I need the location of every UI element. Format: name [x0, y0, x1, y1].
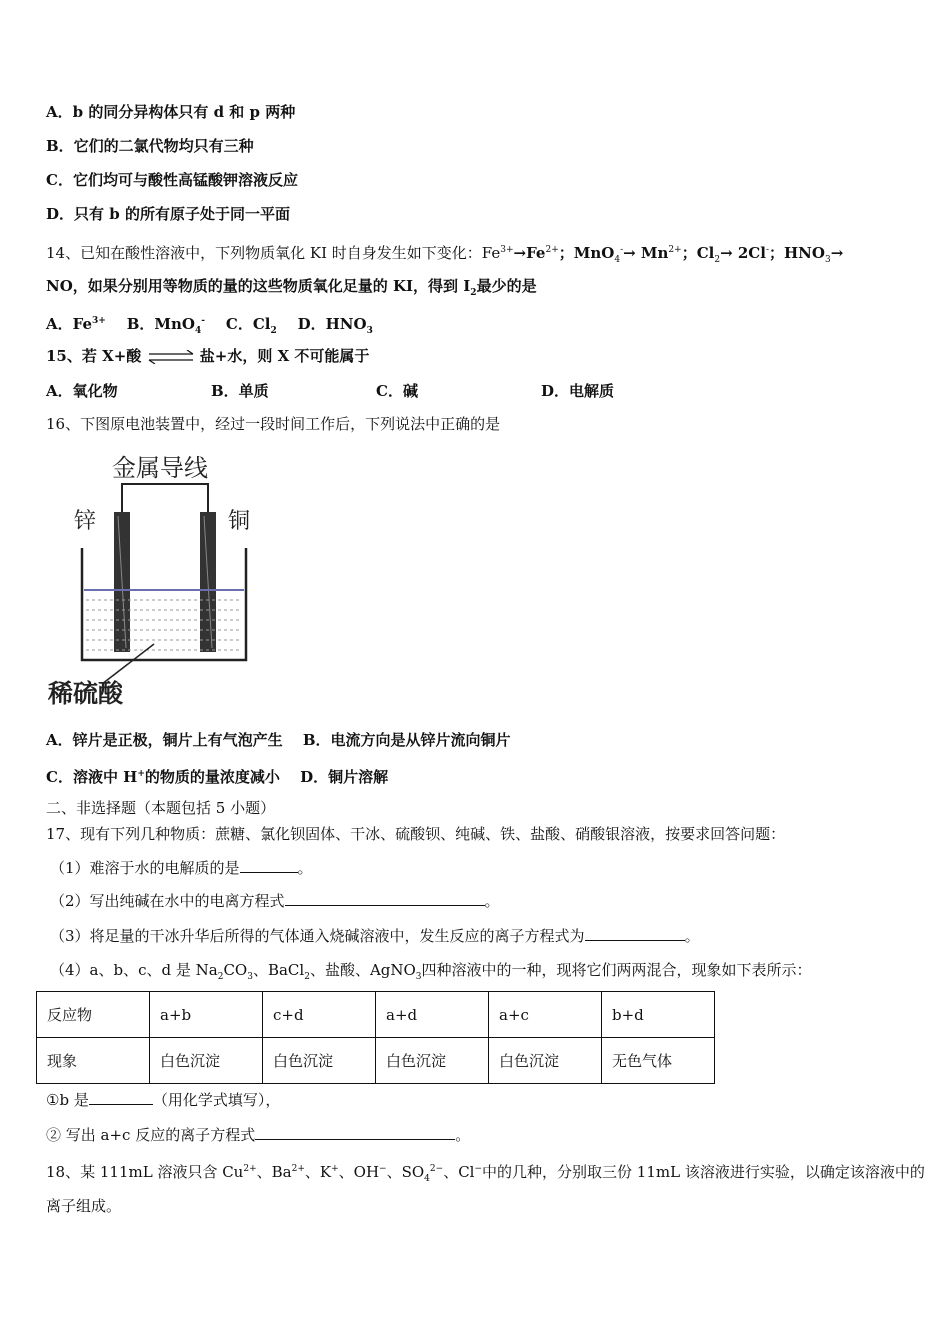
q17-part1: （1）难溶于水的电解质的是 。	[50, 859, 313, 877]
solution-hatching	[86, 600, 242, 650]
table-cell: b+d	[602, 992, 715, 1038]
sulfuric-acid-label: 稀硫酸	[48, 679, 124, 708]
table-cell: a+c	[489, 992, 602, 1038]
table-cell: 白色沉淀	[489, 1038, 602, 1084]
section-heading: 二、非选择题（本题包括 5 小题）	[46, 799, 276, 817]
q15-option-c: C．碱	[376, 382, 418, 400]
q14-stem-line1: 14、已知在酸性溶液中，下列物质氧化 KI 时自身发生如下变化：$Fe^{3+}\to Fe^{2+}$；$MnO_4^-\to Mn^{2+}$；$Cl_2\to 2Cl^-$；$HNO_3\to$	[46, 244, 844, 265]
answer-blank[interactable]	[285, 891, 485, 906]
q16-options-ab: A．锌片是正极，铜片上有气泡产生 B．电流方向是从锌片流向铜片	[46, 731, 511, 749]
q15-option-b: B．单质	[211, 382, 269, 400]
q13-option-a: A．b 的同分异构体只有 d 和 p 两种	[46, 103, 296, 121]
answer-blank[interactable]	[240, 858, 298, 873]
table-cell: 白色沉淀	[376, 1038, 489, 1084]
q13-option-b: B．它们的二氯代物均只有三种	[46, 137, 254, 155]
table-row	[37, 992, 715, 1038]
table-cell: 无色气体	[602, 1038, 715, 1084]
q16-stem: 16、下图原电池装置中，经过一段时间工作后，下列说法中正确的是	[46, 415, 501, 433]
table-cell: 反应物	[37, 992, 150, 1038]
wire-label: 金属导线	[112, 454, 208, 482]
beaker	[82, 548, 246, 660]
answer-blank[interactable]	[89, 1090, 153, 1105]
q15-stem: 15、若 X+酸 盐+水，则 X 不可能属于	[46, 347, 370, 365]
answer-blank[interactable]	[585, 926, 685, 941]
q13-option-c: C．它们均可与酸性高锰酸钾溶液反应	[46, 171, 298, 189]
q18-stem-line1: 18、某 111mL 溶液只含 $Cu^{2+}$、$Ba^{2+}$、K+、OH−、$SO_4^{2-}$、Cl−中的几种，分别取三份 11mL 该溶液进行实验，以确定该溶液中的	[46, 1163, 925, 1184]
answer-blank[interactable]	[255, 1125, 455, 1140]
zinc-label: 锌	[74, 509, 97, 534]
q15-option-a: A．氧化物	[46, 382, 118, 400]
q13-option-d: D．只有 b 的所有原子处于同一平面	[46, 205, 290, 223]
q17-part2: （2）写出纯碱在水中的电离方程式 。	[50, 892, 500, 910]
copper-label: 铜	[228, 509, 251, 534]
q14-options: A．$Fe^{3+}$ B．MnO$_4$- C．$Cl_2$ D．$HNO_3$	[46, 315, 373, 336]
table-cell: 现象	[37, 1038, 150, 1084]
metal-wire	[122, 484, 208, 514]
galvanic-cell-figure	[44, 448, 256, 710]
q16-options-cd: C．溶液中 H+的物质的量浓度减小 D．铜片溶解	[46, 768, 389, 786]
q17-sub2: ② 写出 a+c 反应的离子方程式 。	[46, 1126, 471, 1144]
table-cell: a+b	[150, 992, 263, 1038]
q17-part4: （4）a、b、c、d 是 $Na_2CO_3$、BaCl$_2$、盐酸、AgNO$_3$四种溶液中的一种，现将它们两两混合，现象如下表所示：	[50, 961, 812, 982]
q14-stem-line2: NO，如果分别用等物质的量的这些物质氧化足量的 KI，得到 $I_2$最少的是	[46, 277, 537, 298]
table-cell: c+d	[263, 992, 376, 1038]
table-row	[37, 1038, 715, 1084]
q15-option-d: D．电解质	[541, 382, 615, 400]
table-cell: 白色沉淀	[263, 1038, 376, 1084]
q18-stem-line2: 离子组成。	[46, 1197, 122, 1215]
reaction-table	[36, 991, 715, 1084]
table-cell: 白色沉淀	[150, 1038, 263, 1084]
table-cell: a+d	[376, 992, 489, 1038]
q17-stem: 17、现有下列几种物质：蔗糖、氯化钡固体、干冰、硫酸钡、纯碱、铁、盐酸、硝酸银溶液，按要求回答问题：	[46, 825, 786, 843]
equilibrium-arrow-icon	[147, 350, 195, 364]
q17-part3: （3）将足量的干冰升华后所得的气体通入烧碱溶液中，发生反应的离子方程式为 。	[50, 927, 700, 945]
q17-sub1: ①b 是 （用化学式填写），	[46, 1091, 281, 1109]
